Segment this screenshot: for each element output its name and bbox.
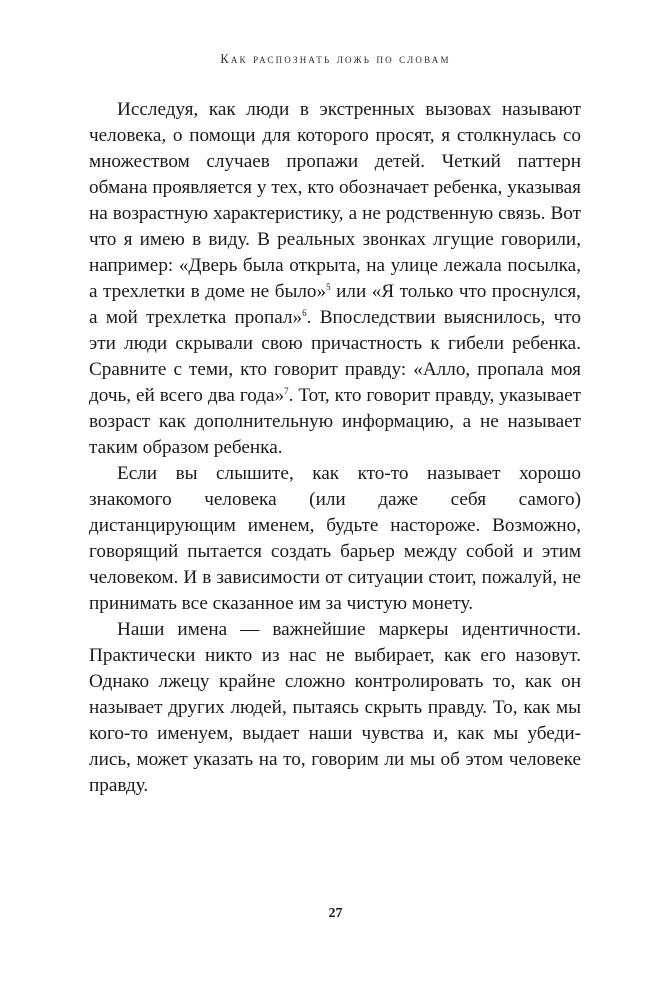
paragraph	[89, 97, 581, 461]
paragraph-text: Исследуя, как люди в экстренных вызовах называют человека, о помощи для которого просят, я столкнулась со множеством случаев пропажи детей. Четкий паттерн обмана проявляется у тех, кто обозначает ребенка, указывая на возрастную характеристику, а не родственную связь. Вот что я имею в виду. В реальных звонках лгущие говорили, например: «Дверь была открыта, на улице лежала посылка, а трехлетки в доме не было»	[89, 99, 581, 302]
running-head: Как распознать ложь по словам	[220, 52, 451, 66]
paragraph: Если вы слышите, как кто-то называет хорошо знакомого человека (или даже себя самого) дистанцирующим именем, будьте настороже. Возможно, говорящий пытается создать барьер между собой и этим человеком. И в зависимости от ситуации стоит, пожалуй, не принимать все сказанное им за чистую монету.	[89, 463, 581, 614]
footnote-ref: 6	[302, 308, 307, 318]
paragraph-text: или «Я только что проснулся, а мой трехлетка пропал»	[89, 281, 581, 328]
paragraph-text: . Тот, кто говорит правду, указывает возраст как дополнительную информацию, а не называет таким образом ребенка.	[89, 385, 581, 458]
paragraph-text: . Впоследствии выяснилось, что эти люди скрывали свою причастность к гибели ребенка. Сравните с теми, кто говорит правду: «Алло, пропала моя дочь, ей всего два года»	[89, 307, 581, 406]
page-number: 27	[328, 906, 343, 921]
footnote-ref: 5	[326, 282, 331, 292]
paragraph: Наши имена — важнейшие маркеры идентичности. Практически никто из нас не выбирает, как его назовут. Однако лжецу крайне сложно контролировать то, как он называет других людей, пытаясь скрыть правду. То, как мы кого-то именуем, выдает наши чувства и, как мы убедились, может указать на то, говорим ли мы об этом человеке правду.	[89, 619, 581, 796]
body-text	[89, 97, 581, 799]
footnote-ref: 7	[284, 386, 289, 396]
